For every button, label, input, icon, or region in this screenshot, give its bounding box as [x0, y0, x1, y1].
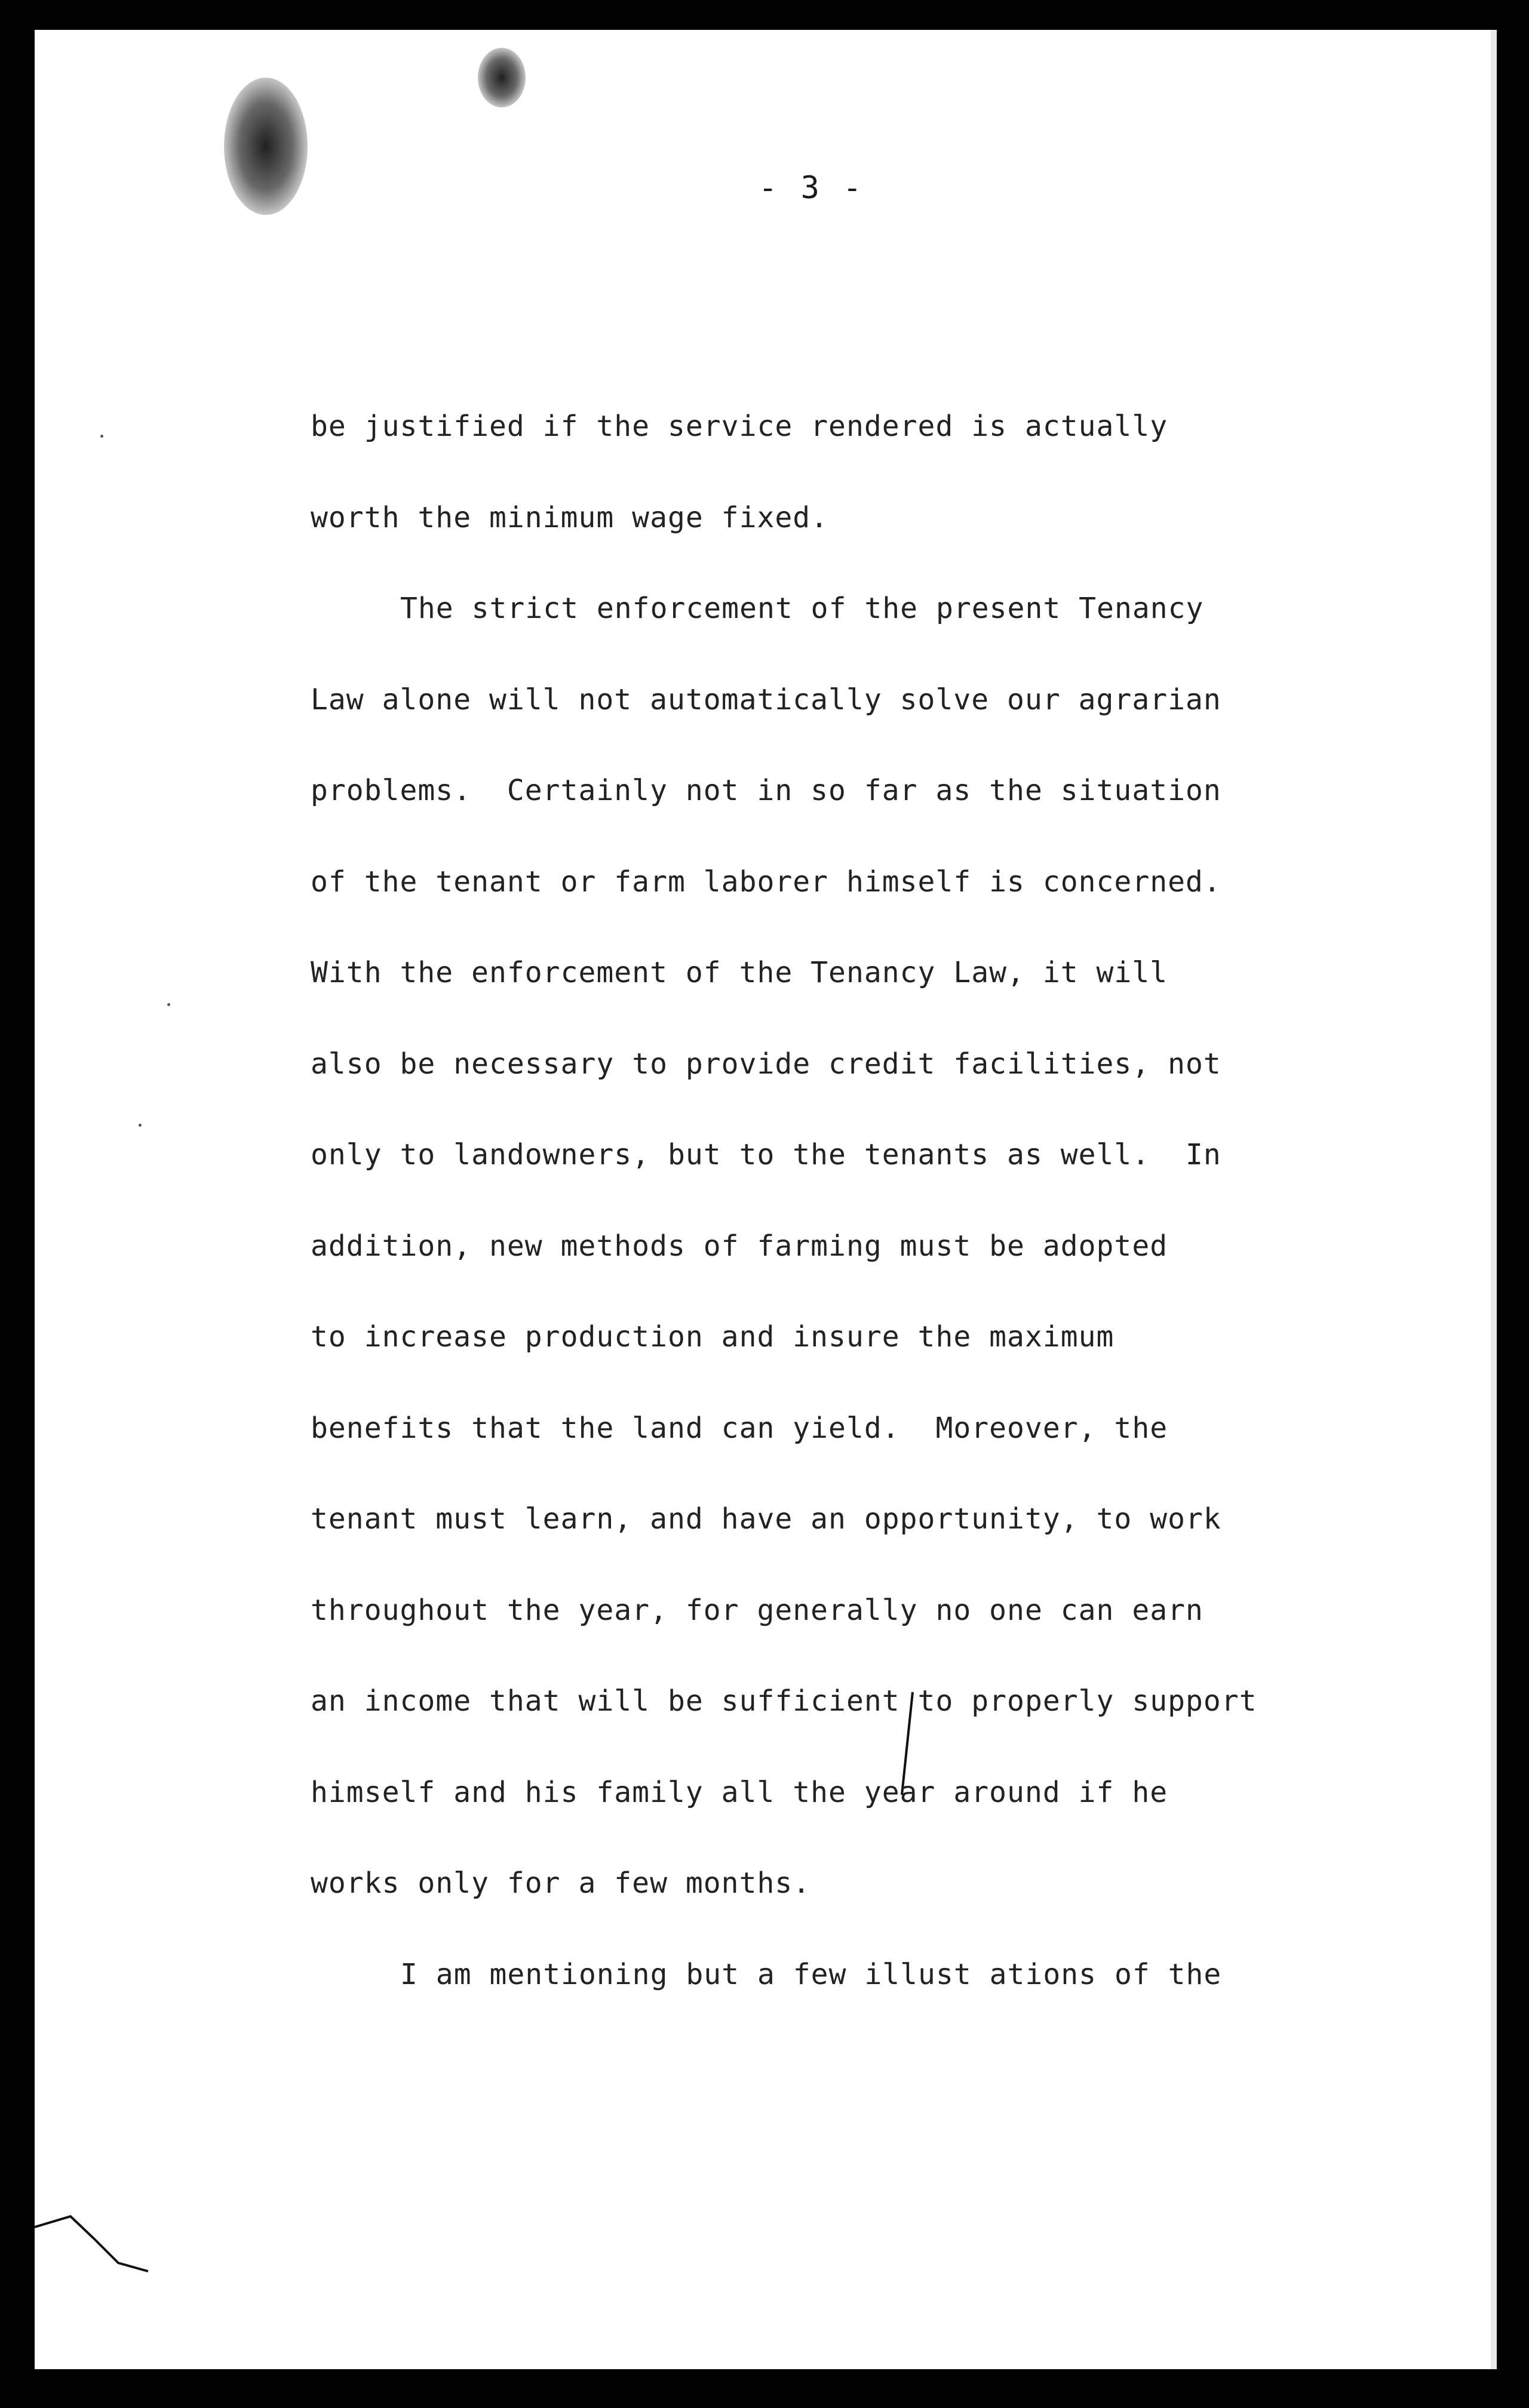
margin-speck — [139, 1124, 142, 1127]
ink-smudge-small — [478, 48, 526, 107]
text-line: worth the minimum wage fixed. — [311, 500, 829, 534]
text-line: With the enforcement of the Tenancy Law, it will — [311, 956, 1168, 989]
text-line: to increase production and insure the maximum — [311, 1320, 1114, 1354]
margin-speck — [100, 435, 103, 438]
text-line: himself and his family all the year around if he — [311, 1775, 1168, 1809]
paper-edge — [1491, 30, 1497, 2369]
text-line: of the tenant or farm laborer himself is concerned. — [311, 865, 1221, 899]
text-line: addition, new methods of farming must be adopted — [311, 1229, 1168, 1263]
text-line: tenant must learn, and have an opportunity, to work — [311, 1502, 1221, 1536]
text-line: only to landowners, but to the tenants as well. In — [311, 1138, 1221, 1171]
text-line: Law alone will not automatically solve our agrarian — [311, 682, 1221, 716]
text-line: be justified if the service rendered is actually — [311, 410, 1168, 443]
pen-stroke-mark — [35, 2209, 154, 2281]
paragraph-first-line: I am mentioning but a few illust ations of the — [400, 1957, 1222, 1991]
ink-smudge-large — [224, 78, 308, 215]
text-line: benefits that the land can yield. Moreover, the — [311, 1411, 1168, 1445]
typed-body-text — [311, 412, 1278, 2051]
page-number: - 3 - — [759, 170, 864, 206]
paragraph-first-line: The strict enforcement of the present Tenancy — [400, 592, 1204, 625]
text-line: an income that will be sufficient to properly support — [311, 1684, 1257, 1718]
text-line: throughout the year, for generally no one can earn — [311, 1593, 1203, 1627]
margin-speck — [167, 1003, 170, 1006]
text-line: works only for a few months. — [311, 1866, 811, 1900]
text-line: also be necessary to provide credit facilities, not — [311, 1047, 1221, 1081]
text-line: problems. Certainly not in so far as the situation — [311, 774, 1221, 807]
